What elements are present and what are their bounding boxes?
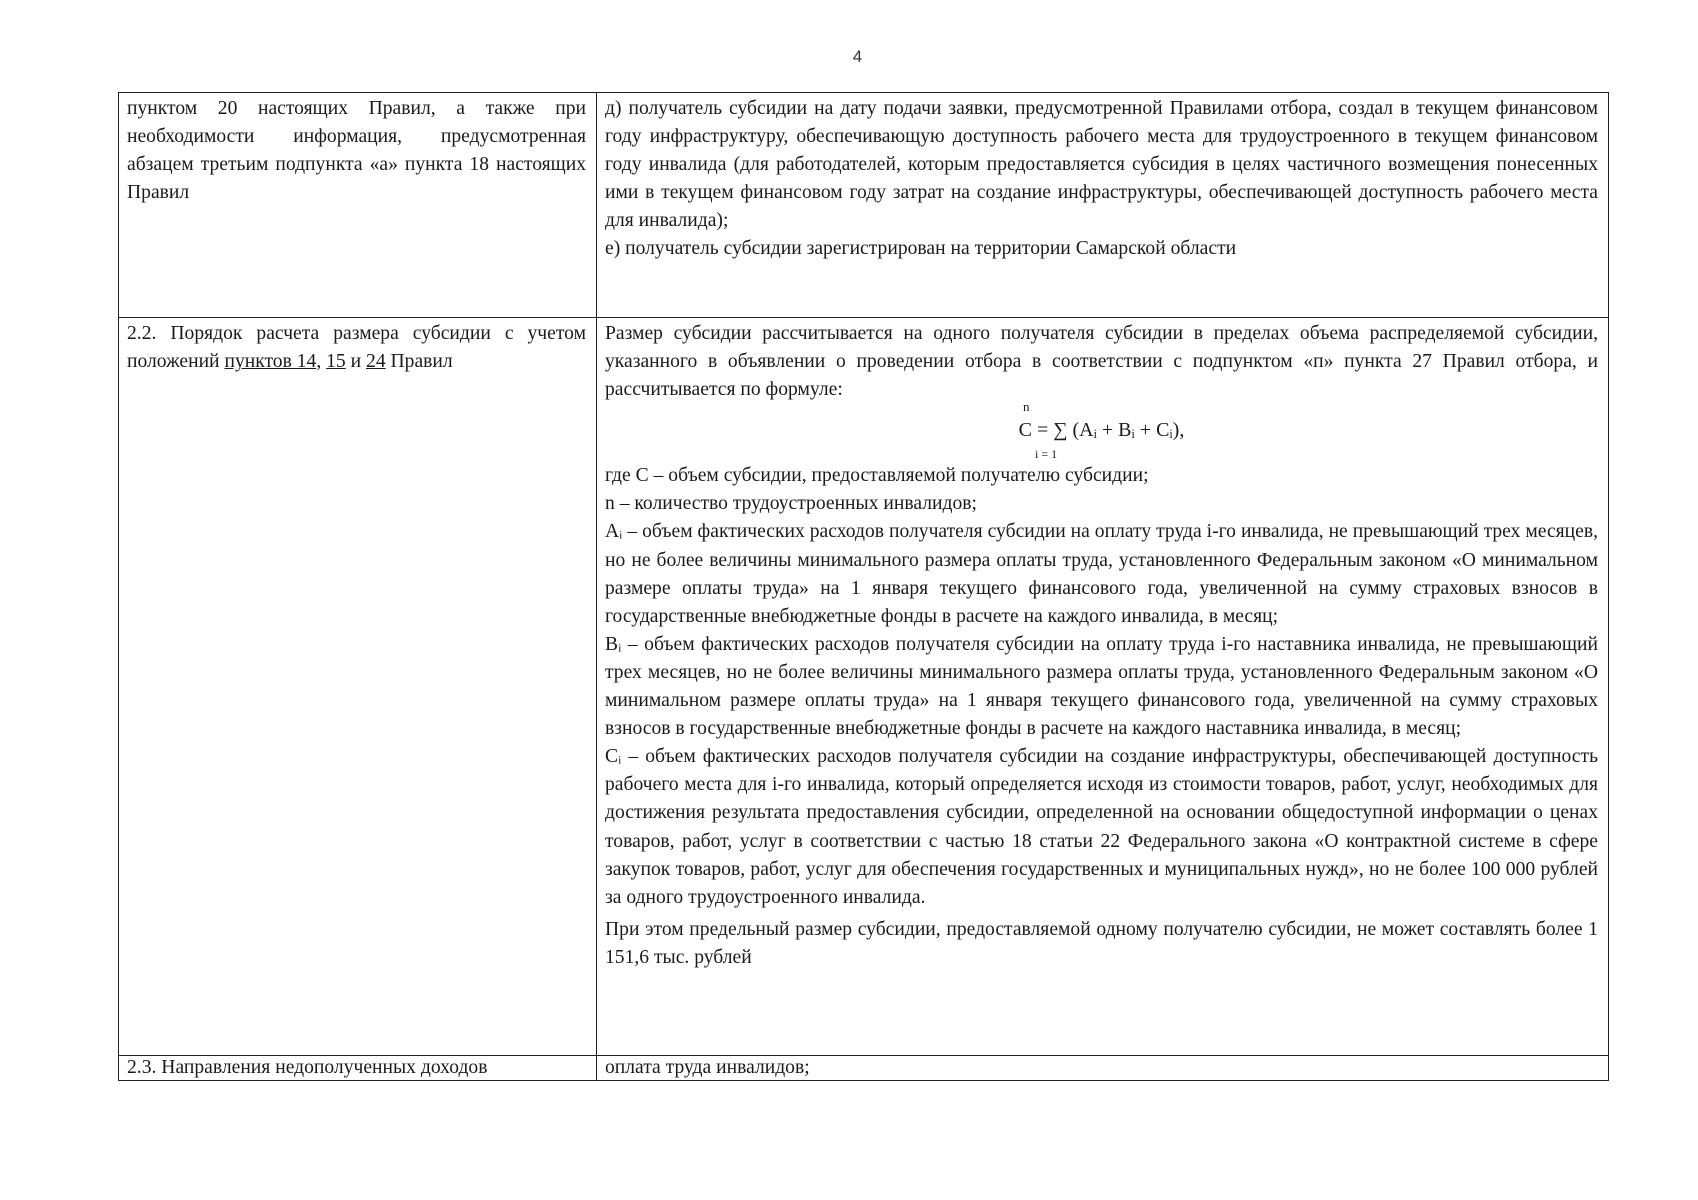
table-row	[119, 1056, 1609, 1081]
link-punkt-15[interactable]: 15	[326, 351, 346, 373]
subsidy-formula	[605, 399, 1598, 462]
row-3-right-cell	[597, 1056, 1609, 1081]
row-2-left-prefix: 2.2. Порядок расчета размера субсидии с учетом положений	[127, 323, 586, 373]
definition-n: n – количество трудоустроенных инвалидов;	[605, 493, 977, 515]
row-1-left-cell	[119, 93, 597, 318]
link-punkt-14[interactable]: пунктов 14	[224, 351, 317, 373]
row-1-right-cell	[597, 93, 1609, 318]
row-2-left-suffix: Правил	[385, 351, 453, 373]
row-3-right-text: оплата труда инвалидов;	[605, 1057, 810, 1078]
maximum-subsidy-note: При этом предельный размер субсидии, предоставляемой одному получателю субсидии, не может составлять более 1 151,6 тыс. рублей	[605, 918, 1598, 968]
definition-b: Bᵢ – объем фактических расходов получателя субсидии на оплату труда i-го наставника инвалида, не превышающий трех месяцев, но не более величины минимального размера оплаты труда, установленного Федеральным законом «О минимальном размере оплаты труда» на 1 января текущего финансового года, увеличенной на сумму страховых взносов в государственные внебюджетные фонды в расчете на каждого наставника инвалида, в месяц;	[605, 633, 1598, 740]
definition-c: где С – объем субсидии, предоставляемой получателю субсидии;	[605, 465, 1149, 487]
formula-lower-limit: i = 1	[1035, 447, 1058, 462]
table-row	[119, 318, 1609, 1056]
condition-e: е) получатель субсидии зарегистрирован на территории Самарской области	[605, 238, 1237, 260]
row-2-left-cell	[119, 318, 597, 1056]
row-3-left-cell	[119, 1056, 597, 1081]
calculation-intro: Размер субсидии рассчитывается на одного получателя субсидии в пределах объема распределяемой субсидии, указанного в объявлении о проведении отбора в соответствии с подпунктом «п» пункта 27 Правил отбора, и рассчитывается по формуле:	[605, 323, 1598, 401]
link-punkt-24[interactable]: 24	[366, 351, 386, 373]
row-2-right-cell	[597, 318, 1609, 1056]
definition-ci: Cᵢ – объем фактических расходов получателя субсидии на создание инфраструктуры, обеспечивающей доступность рабочего места для i-го инвалида, который определяется исходя из стоимости товаров, работ, услуг, необходимых для достижения результата предоставления субсидии, определенной на основании общедоступной информации о ценах товаров, работ, услуг в соответствии с частью 18 статьи 22 Федерального закона «О контрактной системе в сфере закупок товаров, работ, услуг для обеспечения государственных и муниципальных нужд», но не более 100 000 рублей за одного трудоустроенного инвалида.	[605, 746, 1598, 908]
formula-upper-limit: n	[1023, 399, 1030, 415]
separator: ,	[316, 351, 327, 373]
definition-a: Aᵢ – объем фактических расходов получателя субсидии на оплату труда i-го инвалида, не превышающий трех месяцев, но не более величины минимального размера оплаты труда, установленного Федеральным законом «О минимальном размере оплаты труда» на 1 января текущего финансового года, увеличенной на сумму страховых взносов в государственные внебюджетные фонды в расчете на каждого инвалида, в месяц;	[605, 521, 1598, 627]
document-table	[118, 92, 1609, 1081]
page-number: 4	[852, 47, 863, 66]
table-row	[119, 93, 1609, 318]
separator: и	[345, 351, 367, 373]
condition-d: д) получатель субсидии на дату подачи заявки, предусмотренной Правилами отбора, создал в текущем финансовом году инфраструктуру, обеспечивающую доступность рабочего места для трудоустроенного в текущем финансовом году инвалида (для работодателей, которым предоставляется субсидия в целях частичного возмещения понесенных ими в текущем финансовом году затрат на создание инфраструктуры, обеспечивающей доступность рабочего места для инвалида);	[605, 98, 1598, 232]
row-3-left-text: 2.3. Направления недополученных доходов	[127, 1057, 488, 1078]
formula-expression: C = ∑ (Aᵢ + Bᵢ + Cᵢ),	[1018, 419, 1185, 442]
row-1-left-text: пунктом 20 настоящих Правил, а также при необходимости информация, предусмотренная абзацем третьим подпункта «а» пункта 18 настоящих Правил	[127, 98, 586, 204]
